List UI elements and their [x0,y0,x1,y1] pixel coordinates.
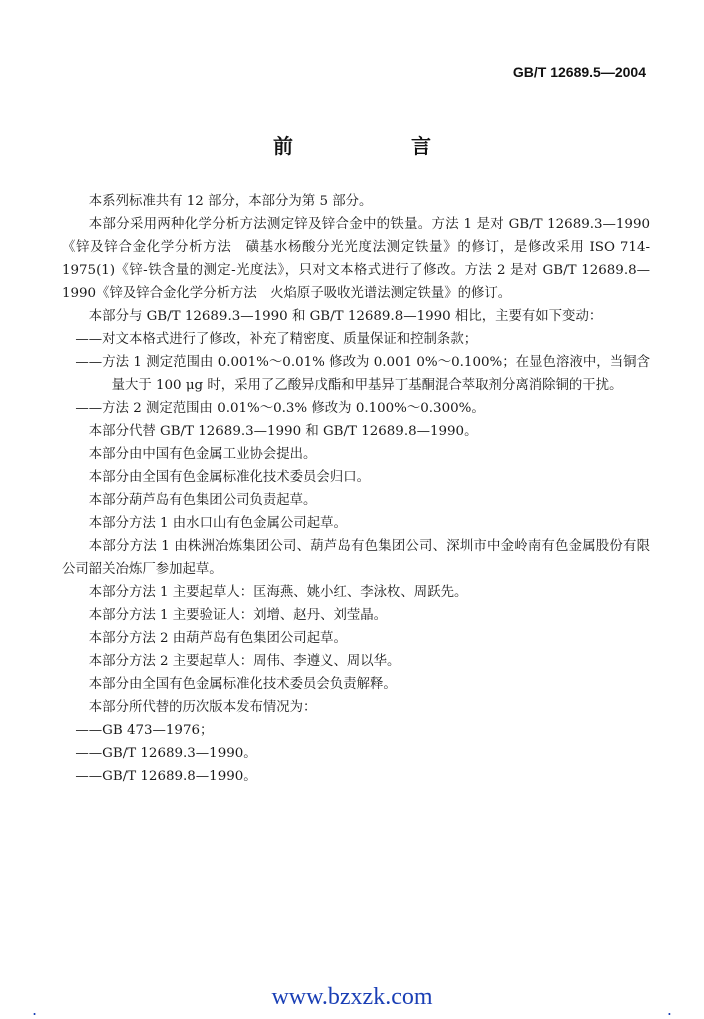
page-title: 前 言 [273,134,457,158]
paragraph-drafted-by: 本部分葫芦岛有色集团公司负责起草。 [88,493,317,508]
paragraph-methods: 本部分采用两种化学分析方法测定锌及锌合金中的铁量。方法 1 是对 GB/T 12689.3—1990《锌及锌合金化学分析方法 磺基水杨酸分光光度法测定铁量》的修订，是修改采用 ISO 714-1975(1)《锌-铁含量的测定-光度法》，只对文本格式进行了修改。方法 2 是对 GB/T 12689.8—1990《锌及锌合金化学分析方法 火焰原子吸收光谱法测定铁量》的修订。 [62,217,650,301]
footer-dot-left: . [32,1000,38,1019]
paragraph-method1-participants: 本部分方法 1 由株洲冶炼集团公司、葫芦岛有色集团公司、深圳市中金岭南有色金属股份有限公司韶关冶炼厂参加起草。 [62,539,650,577]
change-item-method2: ——方法 2 测定范围由 0.01%～0.3% 修改为 0.100%～0.300%。 [75,401,485,416]
paragraph-method1-verifiers: 本部分方法 1 主要验证人：刘增、赵丹、刘莹晶。 [88,608,388,623]
footer-website-link[interactable]: www.bzxzk.com [271,984,433,1010]
foreword-body [62,190,650,788]
change-item-format: ——对文本格式进行了修改，补充了精密度、质量保证和控制条款； [75,332,478,347]
paragraph-method2-drafter: 本部分方法 2 由葫芦岛有色集团公司起草。 [88,631,347,646]
paragraph-replaces: 本部分代替 GB/T 12689.3—1990 和 GB/T 12689.8—1990。 [88,424,478,439]
standard-code: GB/T 12689.5—2004 [512,64,646,80]
paragraph-proposed-by: 本部分由中国有色金属工业协会提出。 [88,447,317,462]
paragraph-method1-drafter: 本部分方法 1 由水口山有色金属公司起草。 [88,516,347,531]
history-item: ——GB/T 12689.8—1990。 [75,769,257,784]
paragraph-interpretation: 本部分由全国有色金属标准化技术委员会负责解释。 [88,677,397,692]
footer-dot-right: . [666,1000,672,1019]
paragraph-centralized-by: 本部分由全国有色金属标准化技术委员会归口。 [88,470,370,485]
paragraph-method1-authors: 本部分方法 1 主要起草人：匡海燕、姚小红、李泳枚、周跃先。 [88,585,468,600]
history-item: ——GB/T 12689.3—1990。 [75,746,257,761]
change-item-method1: ——方法 1 测定范围由 0.001%～0.01% 修改为 0.001 0%～0.100%；在显色溶液中，当铜含量大于 100 μg 时，采用了乙酸异戊酯和甲基异丁基酮混合萃取剂分离消除铜的干扰。 [75,355,650,393]
paragraph-method2-authors: 本部分方法 2 主要起草人：周伟、李遵义、周以华。 [88,654,401,669]
paragraph-changes-intro: 本部分与 GB/T 12689.3—1990 和 GB/T 12689.8—1990 相比，主要有如下变动： [88,309,603,324]
paragraph-part-count: 本系列标准共有 12 部分，本部分为第 5 部分。 [88,194,373,209]
history-item: ——GB 473—1976； [75,723,214,738]
paragraph-history-intro: 本部分所代替的历次版本发布情况为： [88,700,317,715]
